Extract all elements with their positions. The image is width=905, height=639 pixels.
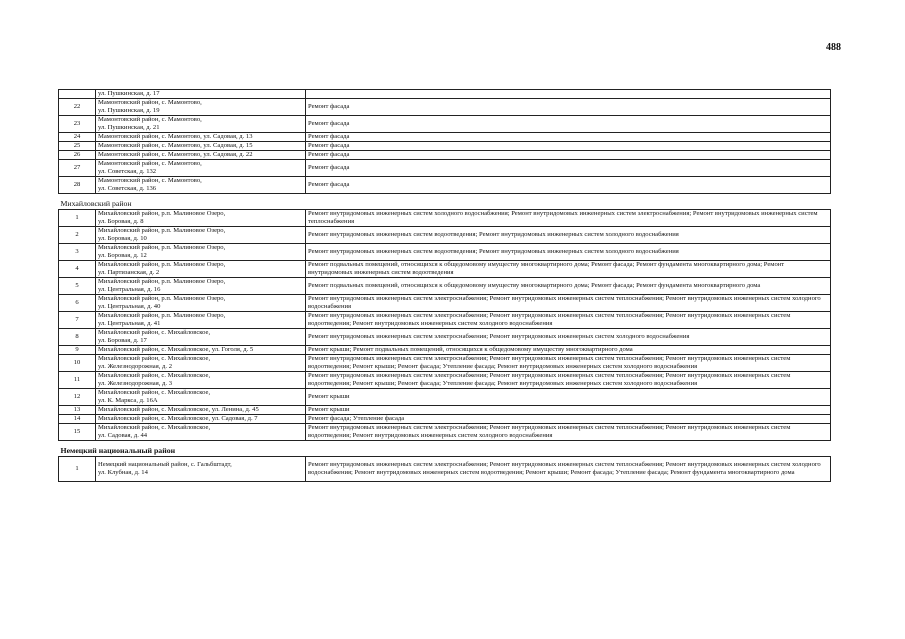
row-works: Ремонт внутридомовых инженерных систем электроснабжения; Ремонт внутридомовых инженерных систем теплоснабжения; Ремонт внутридомовых инженерных систем водоотведения; Ремонт крыши; Ремонт фасада; Утепление фасада; Ремонт внутридомовых инженерных систем холодного водоснабжения [306, 371, 831, 388]
row-address: Михайловский район, с. Михайловское, ул. К. Маркса, д. 16А [96, 388, 306, 405]
table-row [59, 260, 831, 277]
row-works: Ремонт внутридомовых инженерных систем электроснабжения; Ремонт внутридомовых инженерных систем теплоснабжения; Ремонт внутридомовых инженерных систем холодного водоснабжения; Ремонт внутридомовых инженерных систем водоотведения; Ремонт крыши; Ремонт фасада; Утепление фасада; Ремонт фундамента многоквартирного дома [306, 456, 831, 481]
row-number: 26 [59, 151, 96, 160]
table-row [59, 414, 831, 423]
row-works [306, 90, 831, 99]
row-works: Ремонт внутридомовых инженерных систем водоотведения; Ремонт внутридомовых инженерных систем холодного водоснабжения [306, 226, 831, 243]
table-row [59, 133, 831, 142]
row-address: Мамонтовский район, с. Мамонтово, ул. Пушкинская, д. 21 [96, 116, 306, 133]
row-works: Ремонт фасада; Утепление фасада [306, 414, 831, 423]
row-works: Ремонт фасада [306, 99, 831, 116]
row-number: 7 [59, 311, 96, 328]
row-number: 25 [59, 142, 96, 151]
row-number: 4 [59, 260, 96, 277]
row-works: Ремонт внутридомовых инженерных систем электроснабжения; Ремонт внутридомовых инженерных систем теплоснабжения; Ремонт внутридомовых инженерных систем водоотведения; Ремонт внутридомовых инженерных систем холодного водоснабжения [306, 311, 831, 328]
row-works: Ремонт фасада [306, 142, 831, 151]
district-header-row [59, 194, 831, 210]
row-works: Ремонт внутридомовых инженерных систем электроснабжения; Ремонт внутридомовых инженерных систем теплоснабжения; Ремонт внутридомовых инженерных систем водоотведения; Ремонт крыши; Ремонт фасада; Утепление фасада; Ремонт внутридомовых инженерных систем холодного водоснабжения [306, 354, 831, 371]
table-row [59, 423, 831, 440]
row-number: 9 [59, 345, 96, 354]
row-address: Михайловский район, р.п. Малиновое Озеро, ул. Боровая, д. 8 [96, 209, 306, 226]
row-address: Мамонтовский район, с. Мамонтово, ул. Садовая, д. 15 [96, 142, 306, 151]
table-body [59, 90, 831, 482]
row-number: 2 [59, 226, 96, 243]
row-address: Мамонтовский район, с. Мамонтово, ул. Садовая, д. 22 [96, 151, 306, 160]
row-address: Михайловский район, р.п. Малиновое Озеро, ул. Центральная, д. 40 [96, 294, 306, 311]
district-title: Михайловский район [59, 194, 831, 210]
row-address: Мамонтовский район, с. Мамонтово, ул. Пушкинская, д. 19 [96, 99, 306, 116]
table-row [59, 294, 831, 311]
row-address: Михайловский район, с. Михайловское, ул. Боровая, д. 17 [96, 328, 306, 345]
row-number: 1 [59, 456, 96, 481]
row-number: 8 [59, 328, 96, 345]
row-works: Ремонт внутридомовых инженерных систем электроснабжения; Ремонт внутридомовых инженерных систем холодного водоснабжения [306, 328, 831, 345]
table-row [59, 90, 831, 99]
row-address: ул. Пушкинская, д. 17 [96, 90, 306, 99]
row-address: Михайловский район, р.п. Малиновое Озеро, ул. Партизанская, д. 2 [96, 260, 306, 277]
row-works: Ремонт внутридомовых инженерных систем водоотведения; Ремонт внутридомовых инженерных систем холодного водоснабжения [306, 243, 831, 260]
row-number: 12 [59, 388, 96, 405]
row-number: 23 [59, 116, 96, 133]
row-address: Михайловский район, с. Михайловское, ул. Садовая, д. 7 [96, 414, 306, 423]
row-works: Ремонт подвальных помещений, относящихся к общедомовому имуществу многоквартирного дома; Ремонт фасада; Ремонт фундамента многоквартирного дома [306, 277, 831, 294]
row-address: Мамонтовский район, с. Мамонтово, ул. Советская, д. 136 [96, 177, 306, 194]
table-row [59, 405, 831, 414]
row-number: 24 [59, 133, 96, 142]
table-row [59, 177, 831, 194]
row-works: Ремонт крыши [306, 388, 831, 405]
row-number: 3 [59, 243, 96, 260]
row-number: 10 [59, 354, 96, 371]
row-works: Ремонт внутридомовых инженерных систем электроснабжения; Ремонт внутридомовых инженерных систем теплоснабжения; Ремонт внутридомовых инженерных систем водоотведения; Ремонт внутридомовых инженерных систем холодного водоснабжения [306, 423, 831, 440]
row-address: Мамонтовский район, с. Мамонтово, ул. Садовая, д. 13 [96, 133, 306, 142]
row-works: Ремонт крыши; Ремонт подвальных помещений, относящихся к общедомовому имуществу многоквартирного дома [306, 345, 831, 354]
table-row [59, 328, 831, 345]
row-address: Михайловский район, с. Михайловское, ул. Железнодорожная, д. 3 [96, 371, 306, 388]
row-works: Ремонт фасада [306, 151, 831, 160]
row-address: Немецкий национальный район, с. Гальбштадт, ул. Клубная, д. 14 [96, 456, 306, 481]
row-address: Михайловский район, р.п. Малиновое Озеро, ул. Боровая, д. 12 [96, 243, 306, 260]
page-number: 488 [826, 42, 841, 53]
table-row [59, 142, 831, 151]
row-address: Михайловский район, р.п. Малиновое Озеро, ул. Центральная, д. 16 [96, 277, 306, 294]
row-address: Михайловский район, с. Михайловское, ул. Ленина, д. 45 [96, 405, 306, 414]
table-row [59, 226, 831, 243]
district-title: Немецкий национальный район [59, 440, 831, 456]
row-works: Ремонт внутридомовых инженерных систем холодного водоснабжения; Ремонт внутридомовых инженерных систем электроснабжения; Ремонт внутридомовых инженерных систем теплоснабжения [306, 209, 831, 226]
row-number: 5 [59, 277, 96, 294]
row-address: Михайловский район, с. Михайловское, ул. Садовая, д. 44 [96, 423, 306, 440]
row-address: Михайловский район, с. Михайловское, ул. Гоголя, д. 5 [96, 345, 306, 354]
table-row [59, 99, 831, 116]
row-number: 6 [59, 294, 96, 311]
row-works: Ремонт фасада [306, 160, 831, 177]
table-row [59, 354, 831, 371]
row-number: 14 [59, 414, 96, 423]
table-row [59, 243, 831, 260]
district-header-row [59, 440, 831, 456]
row-number: 22 [59, 99, 96, 116]
row-number [59, 90, 96, 99]
table-row [59, 116, 831, 133]
row-works: Ремонт крыши [306, 405, 831, 414]
row-address: Михайловский район, р.п. Малиновое Озеро, ул. Боровая, д. 10 [96, 226, 306, 243]
table-row [59, 151, 831, 160]
row-number: 15 [59, 423, 96, 440]
row-number: 28 [59, 177, 96, 194]
table-row [59, 388, 831, 405]
row-works: Ремонт подвальных помещений, относящихся к общедомовому имуществу многоквартирного дома; Ремонт фасада; Ремонт фундамента многоквартирного дома; Ремонт внутридомовых инженерных систем водоотведения [306, 260, 831, 277]
table-row [59, 345, 831, 354]
table-row [59, 456, 831, 481]
row-number: 11 [59, 371, 96, 388]
table-row [59, 311, 831, 328]
table-row [59, 371, 831, 388]
row-address: Мамонтовский район, с. Мамонтово, ул. Советская, д. 132 [96, 160, 306, 177]
row-number: 27 [59, 160, 96, 177]
row-number: 13 [59, 405, 96, 414]
row-works: Ремонт фасада [306, 116, 831, 133]
row-address: Михайловский район, с. Михайловское, ул. Железнодорожная, д. 2 [96, 354, 306, 371]
repair-program-table [58, 89, 831, 482]
table-row [59, 277, 831, 294]
row-number: 1 [59, 209, 96, 226]
row-address: Михайловский район, р.п. Малиновое Озеро, ул. Центральная, д. 41 [96, 311, 306, 328]
row-works: Ремонт фасада [306, 133, 831, 142]
table-row [59, 160, 831, 177]
row-works: Ремонт фасада [306, 177, 831, 194]
table-row [59, 209, 831, 226]
row-works: Ремонт внутридомовых инженерных систем электроснабжения; Ремонт внутридомовых инженерных систем теплоснабжения; Ремонт внутридомовых инженерных систем холодного водоснабжения [306, 294, 831, 311]
